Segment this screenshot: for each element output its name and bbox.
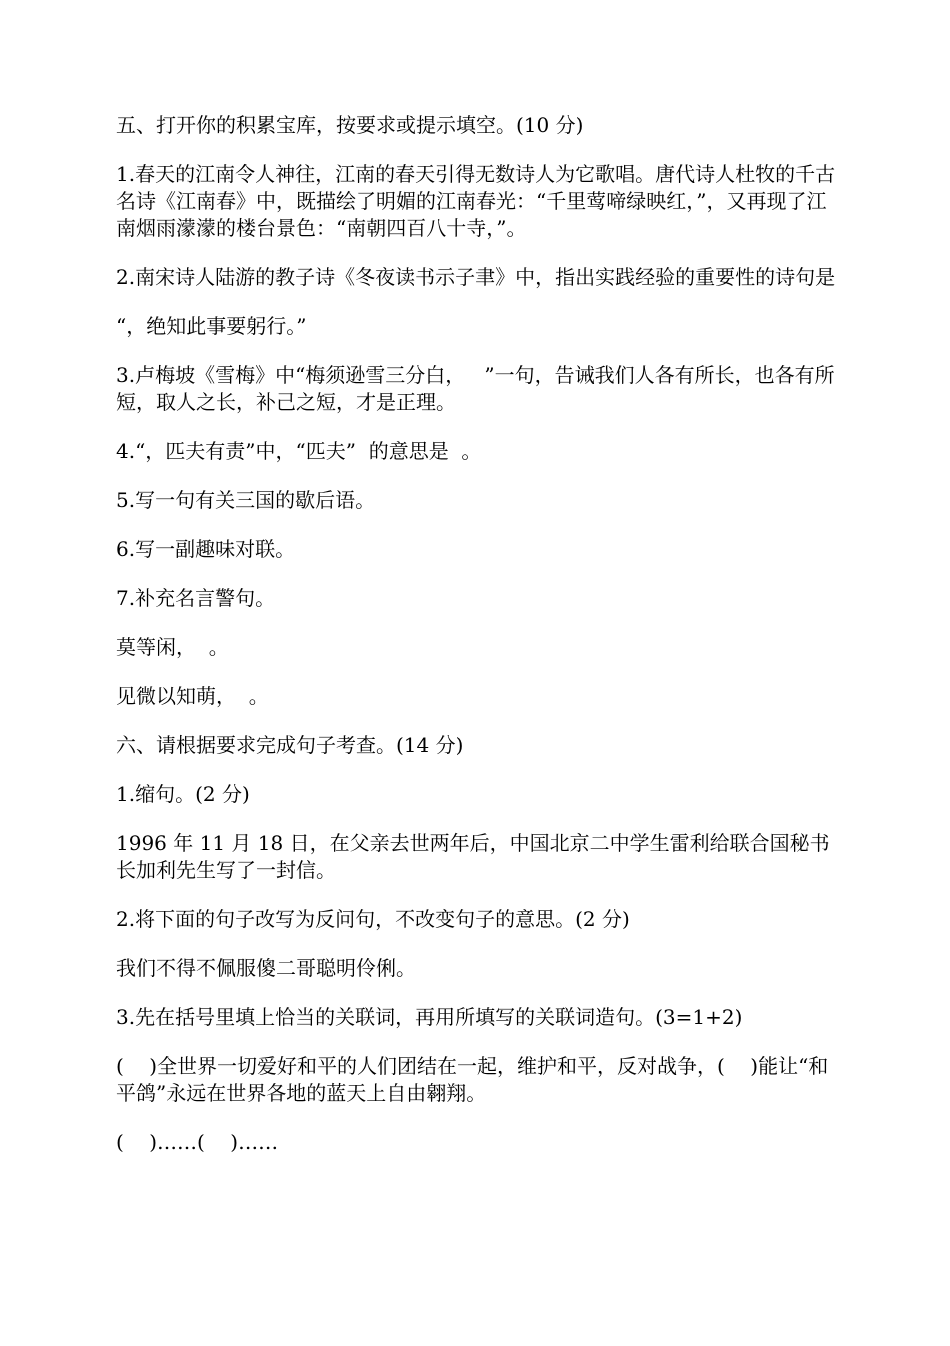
section-six-heading: 六、请根据要求完成句子考查。(14 分) xyxy=(116,733,464,757)
question-1-jiangnan-spring: 1.春天的江南令人神往，江南的春天引得无数诗人为它歌唱。唐代诗人杜牧的千古名诗《江南春》中，既描绘了明媚的江南春光：“千里莺啼绿映红，”，又再现了江南烟雨濛濛的楼台景色：“南朝四百八十寺，”。 xyxy=(116,162,836,240)
section-five-heading: 五、打开你的积累宝库，按要求或提示填空。(10 分) xyxy=(116,113,584,137)
question-5-xiehouyu: 5.写一句有关三国的歇后语。 xyxy=(116,488,376,512)
task-3-sentence: ( )全世界一切爱好和平的人们团结在一起，维护和平，反对战争，( )能让“和平鸽”永远在世界各地的蓝天上自由翱翔。 xyxy=(116,1054,829,1105)
task-3-pattern: ( )……( )…… xyxy=(116,1130,279,1154)
question-6-couplet: 6.写一副趣味对联。 xyxy=(116,537,296,561)
task-2-sentence: 我们不得不佩服傻二哥聪明伶俐。 xyxy=(116,956,416,980)
quote-line-1: 莫等闲， 。 xyxy=(116,635,229,659)
task-1-sentence: 1996 年 11 月 18 日，在父亲去世两年后，中国北京二中学生雷利给联合国秘书长加利先生写了一封信。 xyxy=(116,831,830,882)
question-7-quotes: 7.补充名言警句。 xyxy=(116,586,276,610)
quote-line-2: 见微以知萌， 。 xyxy=(116,684,269,708)
question-2-answer-line: “，绝知此事要躬行。” xyxy=(116,314,307,338)
task-2-rhetorical-question: 2.将下面的句子改写为反问句，不改变句子的意思。(2 分) xyxy=(116,907,630,931)
task-1-shorten-sentence: 1.缩句。(2 分) xyxy=(116,782,250,806)
question-4-pifu: 4.“，匹夫有责”中，“匹夫” 的意思是 。 xyxy=(116,439,482,463)
question-2-luyou-poem: 2.南宋诗人陆游的教子诗《冬夜读书示子聿》中，指出实践经验的重要性的诗句是 xyxy=(116,265,836,289)
question-3-xuemei: 3.卢梅坡《雪梅》中“梅须逊雪三分白， ”一句，告诫我们人各有所长，也各有所短，取人之长，补己之短，才是正理。 xyxy=(116,363,835,414)
task-3-conjunctions: 3.先在括号里填上恰当的关联词，再用所填写的关联词造句。(3=1+2) xyxy=(116,1005,743,1029)
document-page xyxy=(116,112,836,1178)
